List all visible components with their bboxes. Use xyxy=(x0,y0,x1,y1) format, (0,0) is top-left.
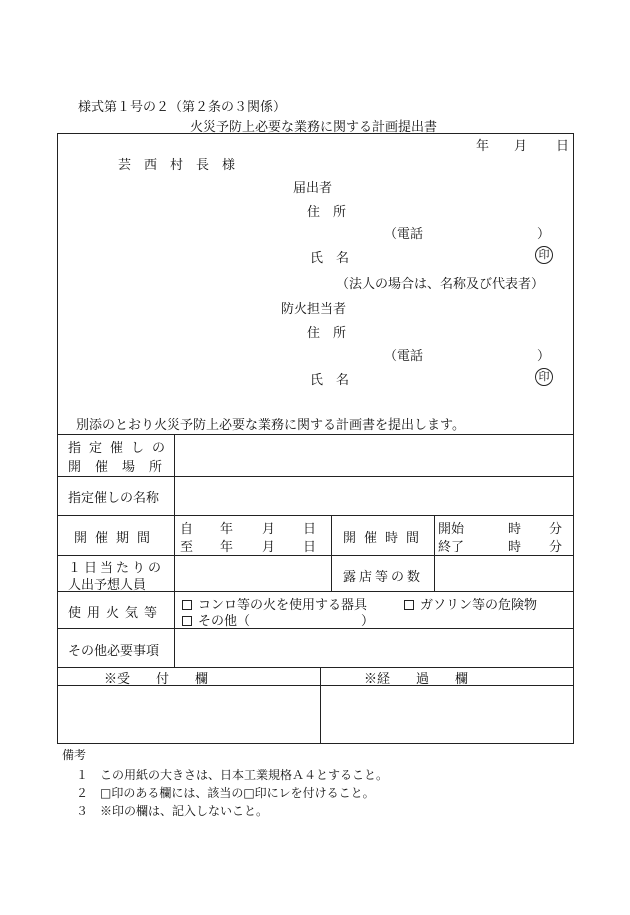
attendance-label-2: 人出予想人員 xyxy=(68,578,147,593)
option-other-close: ） xyxy=(361,614,375,629)
fire-manager-name-label: 氏 名 xyxy=(310,373,350,388)
remark-item: １ この用紙の大きさは、日本工業規格Ａ４とすること。 xyxy=(76,768,389,782)
progress-label: ※経 過 欄 xyxy=(364,672,469,687)
time-label: 開催時間 xyxy=(343,531,428,546)
period-label: 開催期間 xyxy=(74,531,159,546)
time-start-minute[interactable]: 分 xyxy=(549,522,563,537)
time-end-minute[interactable]: 分 xyxy=(549,540,563,555)
form-code: 様式第１号の２（第２条の３関係） xyxy=(78,100,287,115)
fire-manager-phone-open: （電話 xyxy=(384,349,424,364)
date-day[interactable]: 日 xyxy=(556,139,570,154)
statement: 別添のとおり火災予防上必要な業務に関する計画書を提出します。 xyxy=(76,418,465,433)
period-from-day[interactable]: 日 xyxy=(303,522,317,537)
attendance-field[interactable] xyxy=(176,557,329,589)
other-checkbox[interactable] xyxy=(182,616,192,626)
fire-manager-phone-close: ） xyxy=(537,349,551,364)
notifier-phone-open: （電話 xyxy=(384,227,424,242)
notifier-phone-close: ） xyxy=(537,227,551,242)
venue-label-2: 開催場所 xyxy=(68,460,177,475)
notifier-seal-icon: 印 xyxy=(535,246,553,264)
period-from-year[interactable]: 年 xyxy=(220,522,234,537)
fire-manager-address-label: 住 所 xyxy=(307,326,347,341)
stalls-label: 露店等の数 xyxy=(343,570,424,585)
fire-use-label: 使用火気等 xyxy=(68,606,164,621)
option-gasoline-label: ガソリン等の危険物 xyxy=(420,598,538,613)
period-from: 自 xyxy=(180,522,194,537)
corp-note: （法人の場合は、名称及び代表者） xyxy=(336,277,545,292)
date-year[interactable]: 年 xyxy=(476,139,490,154)
period-to-month[interactable]: 月 xyxy=(262,540,276,555)
notifier-name-label: 氏 名 xyxy=(310,251,350,266)
time-start: 開始 xyxy=(438,522,465,537)
event-name-field[interactable] xyxy=(176,478,572,513)
venue-label-1: 指定催しの xyxy=(68,441,174,456)
fire-manager-label: 防火担当者 xyxy=(281,302,347,317)
venue-field[interactable] xyxy=(176,437,572,474)
period-to-day[interactable]: 日 xyxy=(303,540,317,555)
form-title: 火災予防上必要な業務に関する計画提出書 xyxy=(190,120,438,135)
remarks-title: 備考 xyxy=(62,748,87,762)
option-other-label: その他（ xyxy=(198,614,251,629)
date-month[interactable]: 月 xyxy=(514,139,528,154)
period-to-year[interactable]: 年 xyxy=(220,540,234,555)
time-end: 終了 xyxy=(438,540,465,555)
stove-checkbox[interactable] xyxy=(182,600,192,610)
remark-item: ２ □印のある欄には、該当の□印にレを付けること。 xyxy=(76,786,375,800)
notifier-address-label: 住 所 xyxy=(307,205,347,220)
attendance-label-1: １日当たりの xyxy=(68,561,165,576)
option-other[interactable] xyxy=(182,610,250,629)
period-to: 至 xyxy=(180,540,194,555)
notifier-label: 届出者 xyxy=(293,181,333,196)
event-name-label: 指定催しの名称 xyxy=(68,491,160,506)
stalls-field[interactable] xyxy=(436,557,572,589)
other-items-label: その他必要事項 xyxy=(68,644,160,659)
period-from-month[interactable]: 月 xyxy=(262,522,276,537)
fire-manager-seal-icon: 印 xyxy=(535,368,553,386)
addressee: 芸 西 村 長 様 xyxy=(118,158,236,173)
gasoline-checkbox[interactable] xyxy=(404,600,414,610)
reception-label: ※受 付 欄 xyxy=(104,672,209,687)
other-items-field[interactable] xyxy=(176,630,572,665)
time-start-hour[interactable]: 時 xyxy=(508,522,522,537)
option-stove-label: コンロ等の火を使用する器具 xyxy=(198,598,368,613)
time-end-hour[interactable]: 時 xyxy=(508,540,522,555)
option-gasoline[interactable] xyxy=(404,594,537,613)
remark-item: ３ ※印の欄は、記入しないこと。 xyxy=(76,804,269,818)
